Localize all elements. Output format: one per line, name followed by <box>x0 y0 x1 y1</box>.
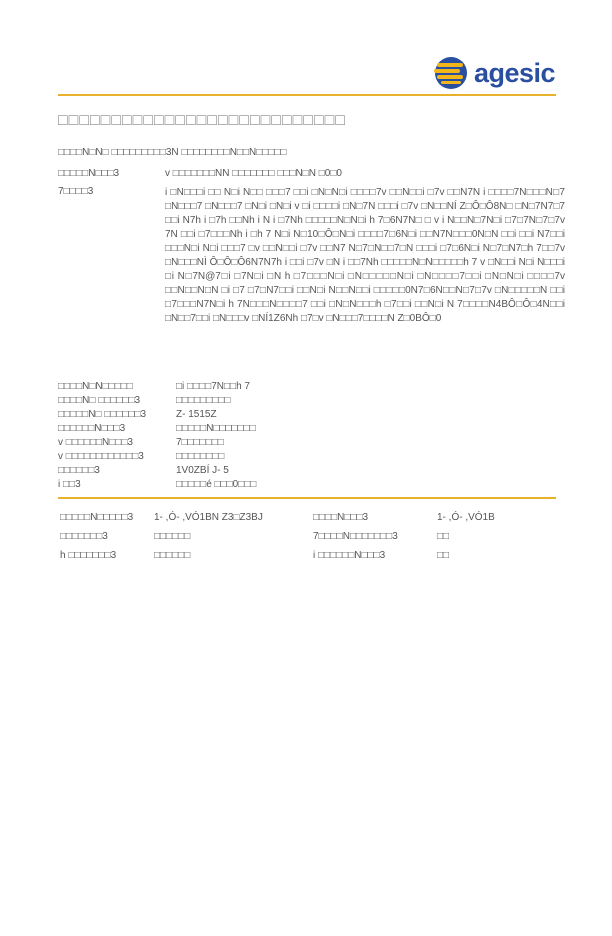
summary-text: i □N□□□i □□ N□i N□□ □□□7 □□i □N□N□i □□□□7v □□N□□i □7v □□N7N i □□□□7N□□□N□7 □N□□□7 □N□□□7 □N□i □N□i v □i □□□□i □N□7N □□□i □7v □N□□NÍ Z□Ô□Ô8N□ □N□7N7□7 □□i N7h i □7h □□Nh i N i □7Nh □□□□□N□N□i h 7□6N7N□ □ v i N□□N□7N□i □7□7N□7□7v 7N □□i □7□□□Nh i □h 7 N□i N□10□Ô□N□i □□□□7□6N□i □□N7N□□□0N□N □□i □□i N7□□i □□□N□i N□i □□□7 □v □□N□□i □7v □□N7 N□7□N□□7□N □□□i □7□6N□i N□7□N7□h 7□□7v □N□□□NÌ Ô□Ô□Ô6N7N7h i □□i □7v □N i □□7Nh □□□□□N□N□□□□□h 7 v □N□□i N□i N□□□i □i N□7N@7□i □7N□i □N h □7□□□N□i □N□□□□□N□i □N□□□□7□□i □N□N□i □□□□7v □□N□□N□N □i □7 □7□N7□□i □□N□i N□□N□□i □□□□□0N7□6N□□N□7□7v □N□□□□□N □□i □7□□□N7N□i h 7N□□□N□□□□7 □□i □N□N□□□h □7□□i □□N□i N 7□□□□N4BÔ□Ô□4N□□i □N□□7□□i □N□□□v □NÍ1Z6Nh □7□v □N□□□7□□□□N Z□0BÔ□0 <box>165 187 565 324</box>
meta-line-1: □□□□N□N□ □□□□□□□□□3N □□□□□□□□N□□N□□□□□ <box>58 147 287 158</box>
grid-cell: □□ <box>437 531 450 542</box>
grid-cell: □□□□N□□□3 <box>313 512 369 523</box>
detail-value: □i □□□□7N□□h 7 <box>176 381 250 392</box>
grid-cell: □□□□□□□3 <box>60 531 108 542</box>
detail-label: v □□□□□□□□□□□□3 <box>58 451 144 462</box>
detail-label: □□□□□□N□□□3 <box>58 423 126 434</box>
grid-cell: 1- ,Ó- ,VÓ1B <box>437 512 495 523</box>
agesic-logo <box>434 56 558 92</box>
grid-cell: □□□□□□ <box>154 550 191 561</box>
detail-value: □□□□□é □□□0□□□ <box>176 479 257 490</box>
meta-line-2-label: □□□□□N□□□3 <box>58 168 120 179</box>
grid-cell: 1- ,Ó- ,VÓ1BN Z3□Z3BJ <box>154 512 263 523</box>
detail-value: □□□□□□□□ <box>176 451 225 462</box>
grid-cell: i □□□□□□N□□□3 <box>313 550 386 561</box>
detail-value: 7□□□□□□□ <box>176 437 224 448</box>
detail-value: Z- 1515Z <box>176 409 217 420</box>
header-divider <box>58 94 556 96</box>
detail-label: v □□□□□□N□□□3 <box>58 437 133 448</box>
detail-label: □□□□N□N□□□□□ <box>58 381 133 392</box>
section-divider <box>58 497 556 499</box>
globe-logo-icon <box>434 56 468 90</box>
detail-value: □□□□□N□□□□□□□ <box>176 423 256 434</box>
grid-cell: 7□□□□N□□□□□□□3 <box>313 531 398 542</box>
detail-label: □□□□N□ □□□□□□3 <box>58 395 141 406</box>
detail-label: i □□3 <box>58 479 81 490</box>
grid-cell: □□□□□□ <box>154 531 191 542</box>
detail-label: □□□□□N□ □□□□□□3 <box>58 409 147 420</box>
meta-line-2-value: v □□□□□□□NN □□□□□□□ □□□N□N □0□0 <box>165 168 342 179</box>
detail-value: □□□□□□□□□ <box>176 395 231 406</box>
logo-text: agesic <box>474 58 556 88</box>
grid-cell: □□□□□N□□□□□3 <box>60 512 134 523</box>
document-title: □□□□□□□□□□□□□□□□□□□□□□□□□□□ <box>58 112 346 129</box>
grid-cell: □□ <box>437 550 450 561</box>
grid-cell: h □□□□□□□3 <box>60 550 117 561</box>
summary-label: 7□□□□3 <box>58 186 94 197</box>
detail-value: 1V0ZBÍ J- 5 <box>176 465 229 476</box>
detail-label: □□□□□□3 <box>58 465 100 476</box>
